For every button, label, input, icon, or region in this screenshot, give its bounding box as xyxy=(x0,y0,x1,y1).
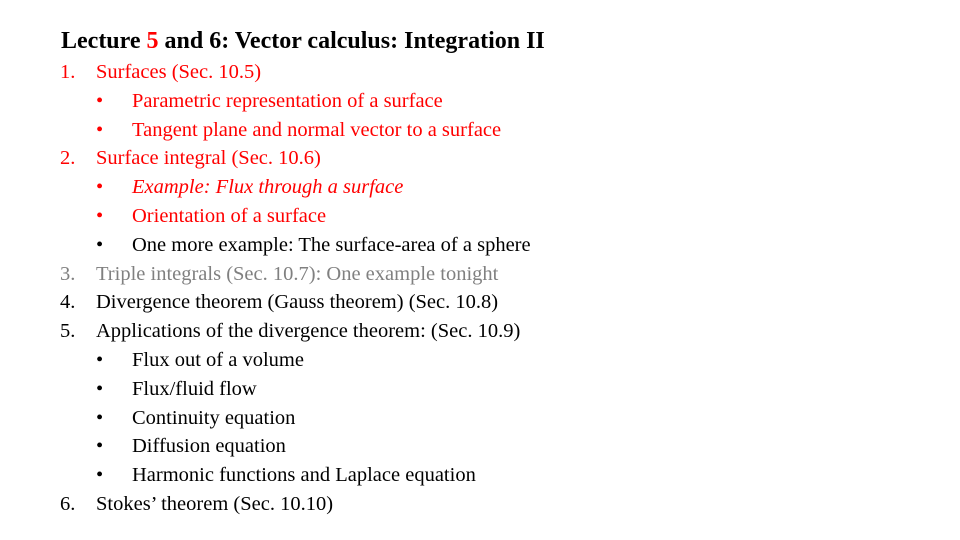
subtopic-text: Diffusion equation xyxy=(132,435,286,458)
bullet-icon: • xyxy=(96,435,104,458)
bullet-icon: • xyxy=(96,233,104,256)
topic-number: 4. xyxy=(60,291,76,314)
title-suffix: and 6: Vector calculus: Integration II xyxy=(158,28,545,54)
subtopic-text: Harmonic functions and Laplace equation xyxy=(132,464,476,487)
topic-number: 5. xyxy=(60,320,76,343)
bullet-icon: • xyxy=(96,377,104,400)
bullet-icon: • xyxy=(96,464,104,487)
topic-text: Surfaces (Sec. 10.5) xyxy=(96,61,262,83)
topic-text: Triple integrals (Sec. 10.7): One example tonight xyxy=(96,262,499,285)
topic-number: 3. xyxy=(60,262,76,285)
subtopic-text: Example: Flux through a surface xyxy=(132,176,404,199)
topic-text: Stokes’ theorem (Sec. 10.10) xyxy=(96,492,334,515)
bullet-icon: • xyxy=(96,204,104,227)
title-lecture-number: 5 xyxy=(146,28,159,54)
bullet-icon: • xyxy=(96,176,104,199)
subtopic-text: Orientation of a surface xyxy=(132,204,327,227)
topic-number: 6. xyxy=(60,492,76,515)
subtopic-text: Tangent plane and normal vector to a surface xyxy=(132,118,502,141)
bullet-icon: • xyxy=(96,348,104,371)
subtopic-text: Parametric representation of a surface xyxy=(132,89,443,112)
topic-number: 1. xyxy=(60,61,76,83)
slide-title xyxy=(61,26,545,56)
subtopic-text: Flux out of a volume xyxy=(132,348,304,371)
bullet-icon: • xyxy=(96,406,104,429)
subtopic-text: Continuity equation xyxy=(132,406,296,429)
subtopic-text: Flux/fluid flow xyxy=(132,377,257,400)
bullet-icon: • xyxy=(96,118,104,141)
title-prefix: Lecture xyxy=(61,28,147,54)
bullet-icon: • xyxy=(96,89,104,112)
topic-text: Divergence theorem (Gauss theorem) (Sec. 10.8) xyxy=(96,291,499,314)
subtopic-text: One more example: The surface-area of a sphere xyxy=(132,233,531,256)
topic-number: 2. xyxy=(60,147,76,170)
topic-text: Applications of the divergence theorem: (Sec. 10.9) xyxy=(96,320,521,343)
topic-text: Surface integral (Sec. 10.6) xyxy=(96,147,321,170)
